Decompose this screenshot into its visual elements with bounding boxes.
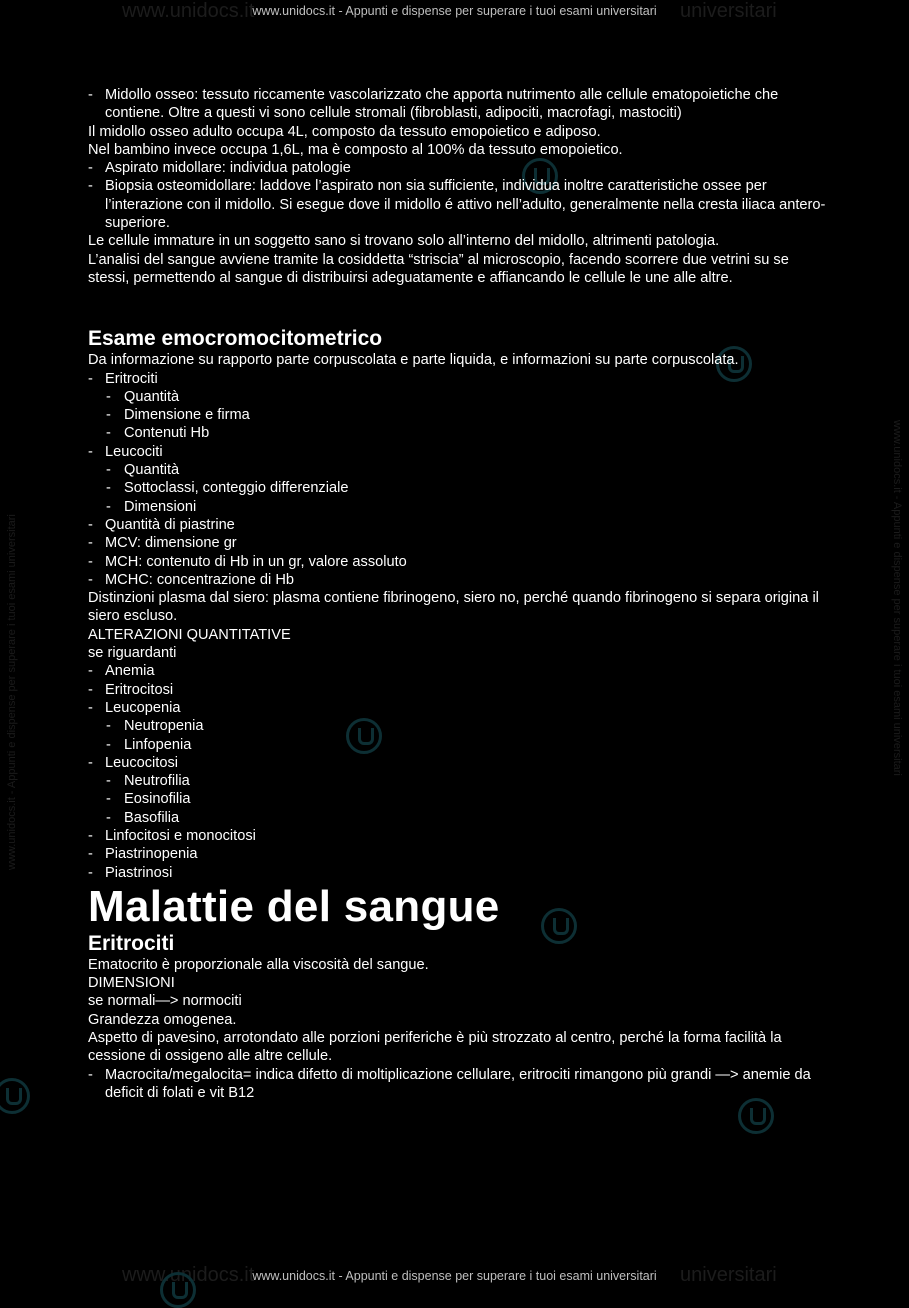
section-heading-eritrociti: Eritrociti: [88, 931, 175, 955]
paragraph-grandezza: Grandezza omogenea.: [88, 1011, 237, 1028]
unidocs-logo-icon: [0, 1078, 30, 1114]
list-item: - MCH: contenuto di Hb in un gr, valore assoluto: [88, 553, 828, 571]
watermark-ghost-text: www.unidocs.it: [122, 1264, 255, 1286]
sub-list-item: - Neutropenia: [106, 717, 828, 735]
list-item: - MCV: dimensione gr: [88, 534, 828, 552]
sub-list-item: - Eosinofilia: [106, 790, 828, 808]
watermark-ghost-text: universitari: [680, 0, 777, 22]
page-footer: www.unidocs.it - Appunti e dispense per superare i tuoi esami universitari: [252, 1269, 657, 1283]
list-item: - Piastrinosi: [88, 864, 828, 882]
list-item: - MCHC: concentrazione di Hb: [88, 571, 828, 589]
list-item: - Leucocitosi: [88, 754, 828, 772]
paragraph-pavesino: Aspetto di pavesino, arrotondato alle porzioni periferiche è più strozzato al centro, perché la forma facilità la cessione di ossigeno alle altre cellule.: [88, 1030, 782, 1065]
list-item: - Leucopenia: [88, 699, 828, 717]
sub-list-item: - Quantità: [106, 461, 828, 479]
unidocs-logo-icon: [738, 1098, 774, 1134]
bullet-aspirato: - Aspirato midollare: individua patologie: [88, 159, 828, 177]
paragraph-midollo-adulto: Il midollo osseo adulto occupa 4L, composto da tessuto emopoietico e adiposo.: [88, 123, 601, 140]
alterazioni-title: ALTERAZIONI QUANTITATIVE: [88, 626, 291, 643]
page-header: www.unidocs.it - Appunti e dispense per superare i tuoi esami universitari: [252, 4, 657, 18]
bullet-biopsia: - Biopsia osteomidollare: laddove l’aspirato non sia sufficiente, individua inoltre caratteristiche ossee per l’interazione con il midollo. Si esegue dove il midollo é attivo nell’adulto, generalmente nella cresta iliaca antero-superiore.: [88, 177, 828, 232]
watermark-ghost-text: universitari: [680, 1264, 777, 1286]
watermark-ghost-text: www.unidocs.it: [122, 0, 255, 22]
sub-list-item: - Basofilia: [106, 809, 828, 827]
sub-list-item: - Quantità: [106, 388, 828, 406]
paragraph-distinzioni: Distinzioni plasma dal siero: plasma contiene fibrinogeno, siero no, perché quando fibrinogeno si separa origina il siero escluso.: [88, 590, 819, 625]
list-item: - Piastrinopenia: [88, 845, 828, 863]
section-heading-emocromo: Esame emocromocitometrico: [88, 327, 383, 351]
sub-list-item: - Linfopenia: [106, 736, 828, 754]
paragraph-emocromo-intro: Da informazione su rapporto parte corpuscolata e parte liquida, e informazioni su parte corpuscolata.: [88, 352, 739, 369]
list-item: - Leucociti: [88, 443, 828, 461]
paragraph-cellule-immature: Le cellule immature in un soggetto sano si trovano solo all’interno del midollo, altrimenti patologia.: [88, 233, 720, 250]
watermark-side-text: www.unidocs.it - Appunti e dispense per superare i tuoi esami universitari: [891, 420, 903, 776]
list-item: - Eritrocitosi: [88, 681, 828, 699]
list-item: - Linfocitosi e monocitosi: [88, 827, 828, 845]
document-body: [88, 86, 828, 1102]
list-item: - Anemia: [88, 662, 828, 680]
sub-list-item: - Sottoclassi, conteggio differenziale: [106, 479, 828, 497]
spacer: [88, 287, 828, 327]
paragraph-midollo-bambino: Nel bambino invece occupa 1,6L, ma è composto al 100% da tessuto emopoietico.: [88, 141, 623, 158]
list-item: - Eritrociti: [88, 370, 828, 388]
dimensioni-title: DIMENSIONI: [88, 975, 175, 992]
sub-list-item: - Contenuti Hb: [106, 424, 828, 442]
paragraph-normociti: se normali—> normociti: [88, 993, 242, 1010]
sub-list-item: - Dimensioni: [106, 498, 828, 516]
page-title-malattie: Malattie del sangue: [88, 881, 500, 931]
list-item: - Quantità di piastrine: [88, 516, 828, 534]
sub-list-item: - Neutrofilia: [106, 772, 828, 790]
paragraph-ematocrito: Ematocrito è proporzionale alla viscosità del sangue.: [88, 956, 429, 973]
bullet-macrocita: - Macrocita/megalocita= indica difetto di moltiplicazione cellulare, eritrociti rimangono più grandi —> anemie da deficit di folati e vit B12: [88, 1066, 828, 1103]
paragraph-striscia: L’analisi del sangue avviene tramite la cosiddetta “striscia” al microscopio, facendo scorrere due vetrini su se stessi, permettendo al sangue di distribuirsi adeguatamente e affiancando le cellule le une alle altre.: [88, 251, 789, 286]
bullet-midollo-osseo: - Midollo osseo: tessuto riccamente vascolarizzato che apporta nutrimento alle cellule ematopoietiche che contiene. Oltre a questi vi sono cellule stromali (fibroblasti, adipociti, macrofagi, mastociti): [88, 86, 828, 123]
alterazioni-intro: se riguardanti: [88, 645, 177, 662]
watermark-side-text: www.unidocs.it - Appunti e dispense per superare i tuoi esami universitari: [6, 514, 18, 870]
sub-list-item: - Dimensione e firma: [106, 406, 828, 424]
